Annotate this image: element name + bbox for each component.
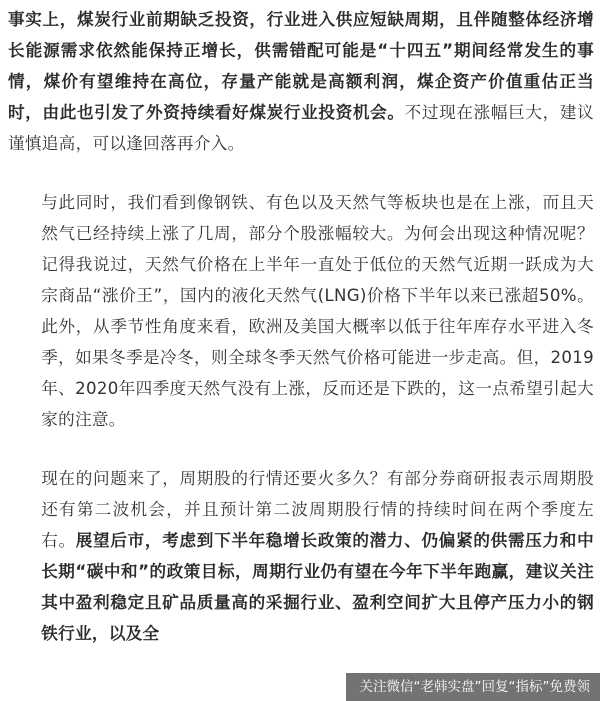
paragraph-cyclical-normal-text: 现在的问题来了，周期股的行情还要火多久？有部分券商研报表示周期股还有第二波机会，并且预计第二波周期股行情的持续时间在两个季度左右。 bbox=[41, 469, 594, 550]
paragraph-cyclical-bold-text: 展望后市，考虑到下半年稳增长政策的潜力、仍偏紧的供需压力和中长期“碳中和”的政策目标，周期行业仍有望在今年下半年跑赢，建议关注其中盈利稳定且矿品质量高的采掘行业、盈利空间扩大且停产压力小的钢铁行业，以及全 bbox=[41, 531, 594, 643]
paragraph-natural-gas bbox=[8, 187, 594, 435]
watermark-text: 关注微信“老韩实盘”回复“指标”免费领 bbox=[359, 679, 590, 695]
wechat-watermark-banner bbox=[346, 673, 600, 701]
paragraph-natural-gas-text: 与此同时，我们看到像钢铁、有色以及天然气等板块也是在上涨，而且天然气已经持续上涨了几周，部分个股涨幅较大。为何会出现这种情况呢？记得我说过，天然气价格在上半年一直处于低位的天然气近期一跃成为大宗商品“涨价王”，国内的液化天然气(LNG)价格下半年以来已涨超50%。此外，从季节性角度来看，欧洲及美国大概率以低于往年库存水平进入冬季，如果冬季是冷冬，则全球冬季天然气价格可能进一步走高。但，2019年、2020年四季度天然气没有上涨，反而还是下跌的，这一点希望引起大家的注意。 bbox=[41, 193, 594, 429]
paragraph-coal-industry bbox=[8, 0, 594, 159]
paragraph-coal-bold-text: 事实上，煤炭行业前期缺乏投资，行业进入供应短缺周期，且伴随整体经济增长能源需求依然能保持正增长，供需错配可能是“十四五”期间经常发生的事情，煤价有望维持在高位，存量产能就是高额利润，煤企资产价值重估正当时，由此也引发了外资持续看好煤炭行业投资机会。 bbox=[8, 10, 594, 122]
paragraph-coal-normal-text: 不过现在涨幅巨大，建议谨慎追高，可以逢回落再介入。 bbox=[8, 103, 594, 153]
paragraph-cyclical-stocks bbox=[8, 463, 594, 649]
